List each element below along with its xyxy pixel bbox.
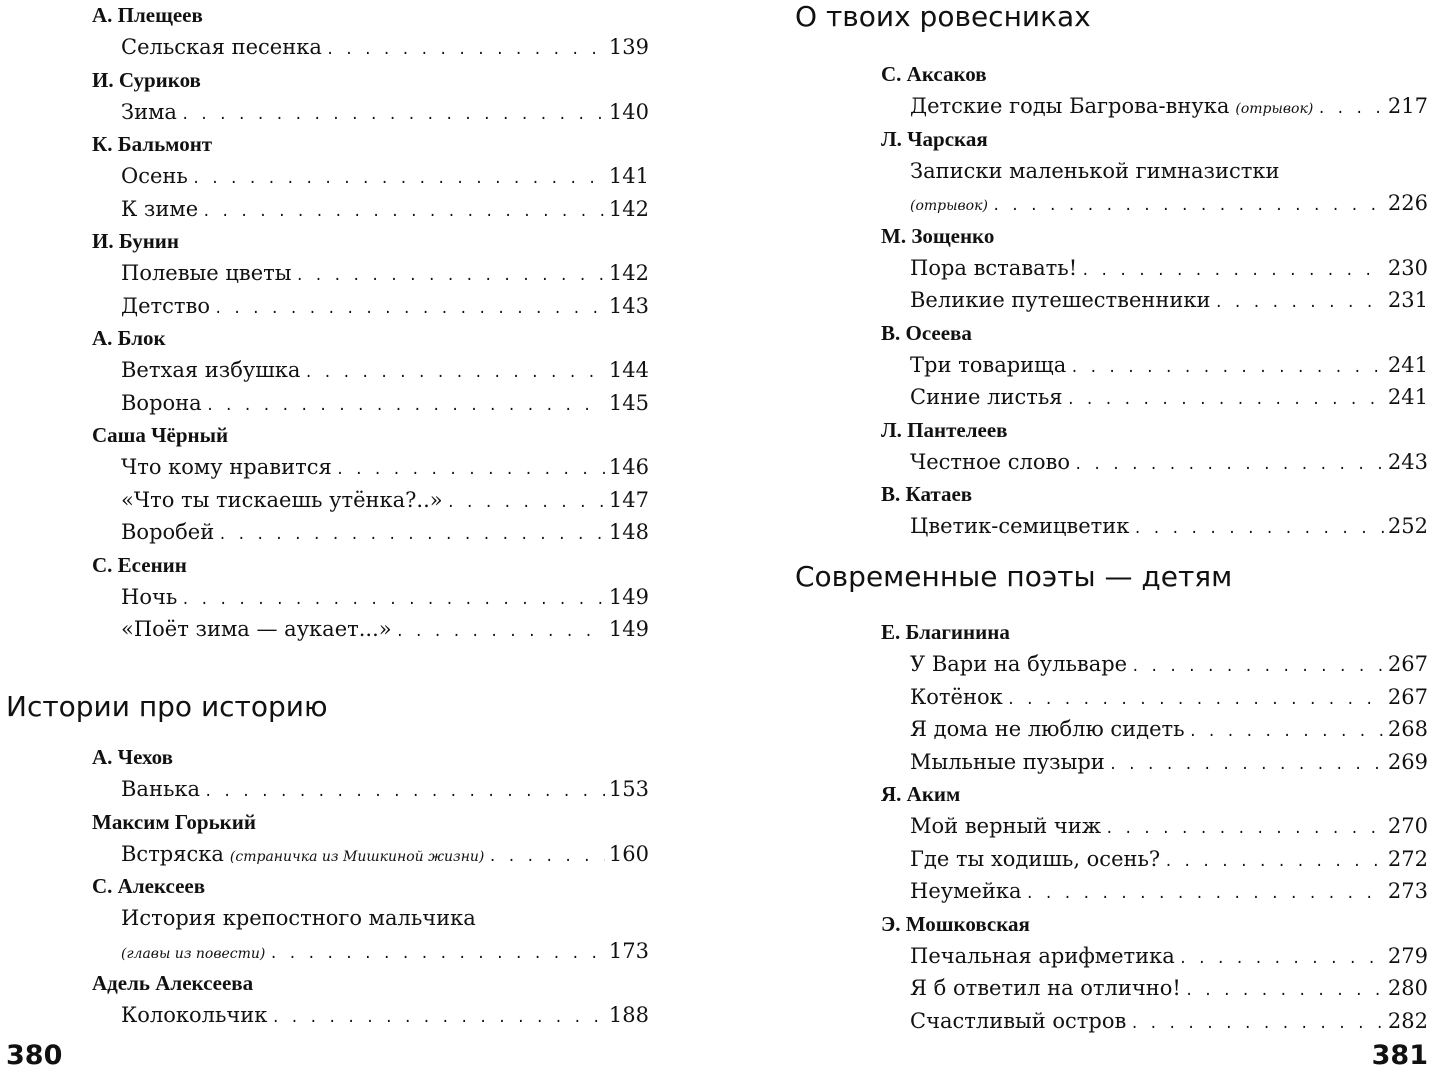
- entry-page-number: 139: [608, 35, 649, 59]
- entry-page-number: 140: [608, 99, 649, 124]
- toc-entry: [0, 160, 649, 193]
- page-number: 380: [6, 1040, 63, 1071]
- section-heading: О твоих ровесниках: [795, 0, 1091, 33]
- dot-leader: [1105, 810, 1384, 846]
- entry-page-number: 279: [1387, 943, 1428, 968]
- entry-page-number: 149: [608, 617, 649, 641]
- dot-leader: [447, 484, 605, 520]
- entry-page-number: 282: [1387, 1008, 1428, 1033]
- entry-page-number: 217: [1387, 94, 1428, 118]
- toc-entry: [790, 843, 1428, 876]
- entry-page-number: 226: [1387, 191, 1428, 215]
- dot-leader: [202, 193, 605, 229]
- entry-page-number: 270: [1387, 814, 1428, 838]
- entry-page-number: 144: [608, 358, 649, 382]
- entry-title: Великие путешественники: [910, 288, 1211, 312]
- entry-title: Мыльные пузыри: [910, 749, 1105, 774]
- author-name: В. Катаев: [881, 482, 973, 506]
- author-name: Э. Мошковская: [881, 911, 1030, 936]
- dot-leader: [304, 354, 605, 390]
- toc-entry: [0, 581, 649, 614]
- section-heading: Современные поэты — детям: [795, 560, 1233, 593]
- entry-title: Сельская песенка: [121, 35, 322, 59]
- entry-note: (главы из повести): [121, 945, 266, 962]
- dot-leader: [214, 290, 605, 326]
- entry-page-number: 273: [1387, 879, 1428, 903]
- author-name: Л. Чарская: [881, 126, 988, 151]
- dot-leader: [1164, 843, 1384, 879]
- toc-entry: [790, 90, 1428, 123]
- author-name: С. Аксаков: [881, 62, 987, 86]
- dot-leader: [295, 257, 604, 293]
- entry-title: Встряска: [121, 841, 224, 866]
- entry-title: Полевые цветы: [121, 261, 292, 285]
- entry-page-number: 188: [608, 1003, 649, 1027]
- dot-leader: [269, 935, 605, 971]
- entry-title: Детские годы Багрова-внука: [910, 94, 1230, 118]
- entry-page-number: 173: [608, 938, 649, 963]
- entry-title: Неумейка: [910, 879, 1022, 903]
- entry-page-number: 160: [608, 841, 649, 866]
- author-name: А. Блок: [92, 326, 166, 350]
- author-name: А. Чехов: [92, 745, 173, 769]
- entry-page-number: 145: [608, 390, 649, 415]
- entry-title: Воробей: [121, 520, 215, 544]
- toc-entry: [790, 713, 1428, 746]
- entry-title: Я б ответил на отлично!: [910, 976, 1181, 1000]
- entry-title: Честное слово: [910, 449, 1070, 474]
- toc-entry: [790, 284, 1428, 317]
- dot-leader: [181, 581, 605, 617]
- toc-entry: [0, 773, 649, 806]
- author-name: Саша Чёрный: [92, 423, 229, 447]
- author-name: К. Бальмонт: [92, 132, 213, 156]
- entry-page-number: 252: [1387, 514, 1428, 538]
- toc-entry: [0, 451, 649, 484]
- toc-entry: [0, 484, 649, 517]
- entry-page-number: 269: [1387, 749, 1428, 774]
- dot-leader: [1067, 381, 1384, 417]
- author-name: И. Суриков: [92, 67, 201, 92]
- entry-title: К зиме: [121, 196, 199, 221]
- toc-entry: [0, 290, 649, 323]
- toc-entry: [0, 516, 649, 549]
- dot-leader: [1070, 349, 1384, 385]
- toc-entry: [790, 648, 1428, 681]
- entry-title: Что кому нравится: [121, 455, 332, 479]
- entry-title: Синие листья: [910, 385, 1063, 409]
- entry-note: (отрывок): [910, 198, 988, 214]
- author-name: И. Бунин: [92, 229, 179, 253]
- dot-leader: [1081, 252, 1384, 288]
- toc-entry: [790, 349, 1428, 382]
- toc-entry: [0, 999, 649, 1032]
- author-name: Я. Аким: [881, 782, 961, 806]
- dot-leader: [218, 516, 605, 552]
- entry-title: Я дома не люблю сидеть: [910, 717, 1185, 741]
- dot-leader: [1215, 284, 1384, 320]
- toc-entry: [790, 252, 1428, 285]
- toc-entry: [0, 354, 649, 387]
- entry-page-number: 267: [1387, 652, 1428, 676]
- entry-title: Где ты ходишь, осень?: [910, 846, 1161, 871]
- toc-entry: [790, 155, 1428, 220]
- toc-entry: [790, 875, 1428, 908]
- entry-title: Пора вставать!: [910, 255, 1078, 280]
- toc-block-modern-poets: [790, 616, 1440, 1037]
- toc-entry: [0, 193, 649, 226]
- entry-page-number: 230: [1387, 255, 1428, 280]
- toc-entry: [790, 446, 1428, 479]
- toc-entry: [790, 972, 1428, 1005]
- dot-leader: [1007, 681, 1384, 717]
- toc-entry: [790, 510, 1428, 543]
- entry-page-number: 147: [608, 487, 649, 512]
- author-name: В. Осеева: [881, 320, 972, 345]
- dot-leader: [1179, 940, 1384, 976]
- entry-title: Мой верный чиж: [910, 814, 1102, 838]
- entry-title: У Вари на бульваре: [910, 652, 1128, 676]
- entry-title: Колокольчик: [121, 1003, 268, 1027]
- entry-title: Детство: [121, 293, 210, 318]
- page-number: 381: [1371, 1040, 1428, 1071]
- entry-page-number: 146: [608, 455, 649, 479]
- toc-block-history: [0, 741, 660, 1032]
- entry-page-number: 267: [1387, 684, 1428, 709]
- toc-entry: [0, 387, 649, 420]
- dot-leader: [204, 773, 605, 809]
- entry-page-number: 153: [608, 777, 649, 801]
- dot-leader: [336, 451, 605, 487]
- entry-page-number: 142: [608, 196, 649, 221]
- dot-leader: [1026, 875, 1384, 911]
- author-name: М. Зощенко: [881, 223, 995, 248]
- entry-note: (отрывок): [1235, 101, 1314, 117]
- entry-title: Зима: [121, 99, 177, 124]
- entry-page-number: 143: [608, 293, 649, 318]
- toc-entry: [0, 96, 649, 129]
- entry-title: Три товарища: [910, 352, 1067, 377]
- entry-page-number: 241: [1387, 352, 1428, 377]
- dot-leader: [1074, 446, 1384, 482]
- entry-title: История крепостного мальчика: [121, 906, 476, 930]
- entry-title: Счастливый остров: [910, 1008, 1127, 1033]
- entry-page-number: 241: [1387, 385, 1428, 409]
- dot-leader: [488, 838, 605, 874]
- author-name: Л. Пантелеев: [881, 417, 1008, 442]
- dot-leader: [1133, 510, 1383, 546]
- dot-leader: [181, 96, 605, 132]
- dot-leader: [1185, 972, 1384, 1008]
- entry-page-number: 141: [608, 164, 649, 188]
- toc-entry: [0, 613, 649, 646]
- dot-leader: [1131, 648, 1384, 684]
- dot-leader: [206, 387, 605, 423]
- entry-title: Ветхая избушка: [121, 358, 301, 382]
- entry-note: (страничка из Мишкиной жизни): [229, 848, 485, 865]
- author-name: С. Есенин: [92, 552, 187, 577]
- entry-page-number: 142: [608, 261, 649, 285]
- section-heading: Истории про историю: [6, 690, 328, 723]
- toc-entry: [790, 746, 1428, 779]
- toc-entry: [0, 838, 649, 871]
- dot-leader: [271, 999, 604, 1035]
- entry-title: Цветик-семицветик: [910, 514, 1130, 538]
- toc-entry: [790, 1005, 1428, 1038]
- author-name: Максим Горький: [92, 809, 256, 834]
- entry-title: Осень: [121, 164, 188, 188]
- toc-entry: [790, 810, 1428, 843]
- author-name: Адель Алексеева: [92, 971, 254, 995]
- author-name: С. Алексеев: [92, 874, 206, 898]
- entry-title: Котёнок: [910, 684, 1003, 709]
- dot-leader: [1109, 746, 1384, 782]
- dot-leader: [1317, 90, 1384, 126]
- dot-leader: [992, 187, 1384, 223]
- toc-entry: [0, 257, 649, 290]
- dot-leader: [192, 160, 605, 196]
- toc-entry: [790, 940, 1428, 973]
- dot-leader: [1130, 1005, 1384, 1041]
- toc-entry: [790, 381, 1428, 414]
- dot-leader: [396, 613, 605, 649]
- entry-title: «Что ты тискаешь утёнка?..»: [121, 487, 443, 512]
- entry-title: «Поёт зима — аукает...»: [121, 617, 392, 641]
- entry-title: Записки маленькой гимназистки: [910, 158, 1280, 183]
- entry-page-number: 148: [608, 520, 649, 544]
- entry-page-number: 243: [1387, 449, 1428, 474]
- dot-leader: [326, 31, 605, 67]
- dot-leader: [1189, 713, 1384, 749]
- entry-title: Ворона: [121, 390, 202, 415]
- author-name: А. Плещеев: [92, 3, 203, 27]
- author-name: Е. Благинина: [881, 620, 1010, 644]
- toc-block-poets: [0, 0, 660, 646]
- entry-title: Ванька: [121, 777, 201, 801]
- entry-page-number: 272: [1387, 846, 1428, 871]
- toc-entry: [790, 681, 1428, 714]
- entry-title: Печальная арифметика: [910, 943, 1175, 968]
- toc-entry: [0, 31, 649, 64]
- toc-block-peers: [790, 58, 1440, 543]
- entry-page-number: 149: [608, 584, 649, 609]
- entry-page-number: 231: [1387, 288, 1428, 312]
- entry-title: Ночь: [121, 584, 178, 609]
- entry-page-number: 268: [1387, 717, 1428, 741]
- entry-page-number: 280: [1387, 976, 1428, 1000]
- toc-entry: [0, 902, 649, 967]
